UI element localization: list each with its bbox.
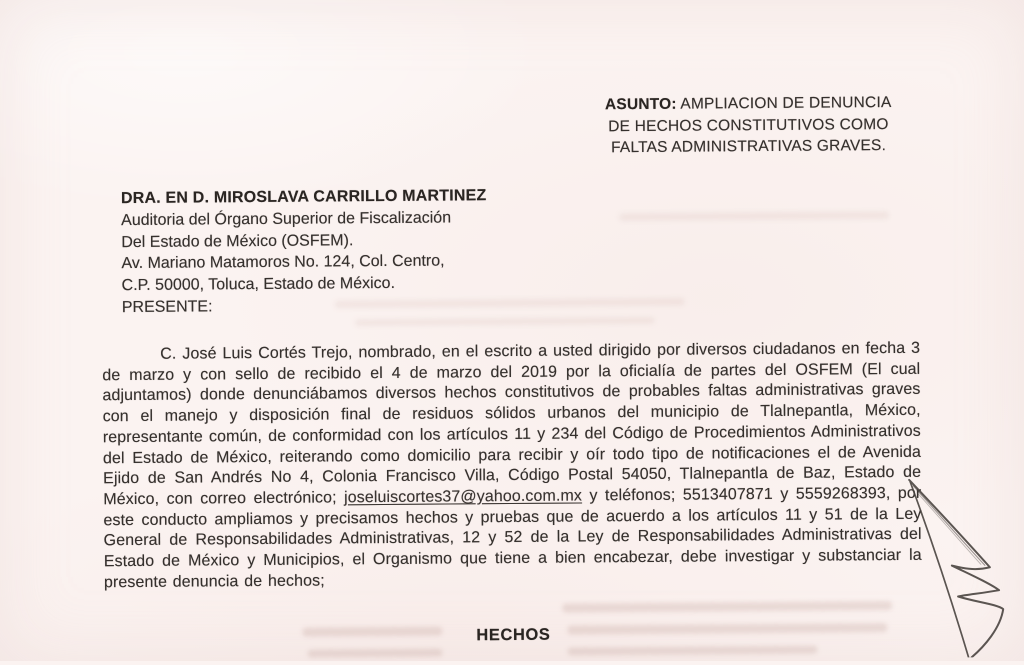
- recipient-line: C.P. 50000, Toluca, Estado de México.: [121, 275, 396, 295]
- email-address: joseluiscortes37@yahoo.com.mx: [344, 487, 583, 507]
- subject-line-1: [581, 92, 915, 116]
- recipient-salutation: PRESENTE:: [121, 298, 213, 317]
- recipient-line: Av. Mariano Matamoros No. 124, Col. Centro,: [121, 252, 445, 273]
- recipient-name: DRA. EN D. MIROSLAVA CARRILLO MARTINEZ: [120, 187, 487, 208]
- body-text-before-email: C. José Luis Cortés Trejo, nombrado, en el escrito a usted dirigido por diversos ciudadanos en fecha 3 de marzo y con sello de recibido el 4 de marzo del 2019 por la oficialía de partes del OSFEM (El cual adjuntamos) donde denunciábamos diversos hechos constitutivos de probables faltas administrativas graves con el manejo y disposición final de residuos sólidos urbanos del municipio de Tlalnepantla, México, representante común, de conformidad con los artículos 11 y 234 del Código de Procedimientos Administrativos del Estado de México, reiterando como domicilio para recibir y oír todo tipo de notificaciones el de Avenida Ejido de San Andrés No 4, Colonia Francisco Villa, Código Postal 54050, Tlalnepantla de Baz, Estado de México, con correo electrónico;: [102, 339, 922, 509]
- recipient-line: Auditoria del Órgano Superior de Fiscalización: [121, 209, 452, 229]
- bleedthrough-line: [308, 649, 443, 658]
- bleedthrough-line: [355, 317, 655, 326]
- signature-stroke-rubric: [909, 479, 1003, 658]
- body-text-after-email: y teléfonos; 5513407871 y 5559268393, por este conducto ampliamos y precisamos hechos y pruebas que de acuerdo a los artículos 11 y 51 de la Ley General de Responsabilidades Administrativas, 12 y 52 de la Ley de Responsabilidades Administrativas del Estado de México y Municipios, el Organismo que tiene a bien encabezar, debe investigar y substanciar la presente denuncia de hechos;: [103, 484, 922, 591]
- subject-line-2: DE HECHOS CONSTITUTIVOS COMO: [608, 115, 889, 135]
- bleedthrough-line: [619, 211, 889, 221]
- subject-block: [581, 92, 915, 159]
- signature-stroke-shade: [913, 485, 985, 566]
- bleedthrough-line: [562, 601, 892, 613]
- subject-line-3: FALTAS ADMINISTRATIVAS GRAVES.: [610, 137, 887, 157]
- bleedthrough-line: [567, 646, 817, 656]
- recipient-line: Del Estado de México (OSFEM).: [121, 231, 354, 251]
- recipient-block: [121, 185, 488, 319]
- body-paragraph: [102, 339, 922, 594]
- subject-label: ASUNTO:: [604, 95, 677, 114]
- subject-line-1-text: AMPLIACION DE DENUNCIA: [680, 94, 892, 113]
- section-heading-hechos: HECHOS: [476, 625, 551, 645]
- signature-stroke-shade2: [917, 492, 981, 564]
